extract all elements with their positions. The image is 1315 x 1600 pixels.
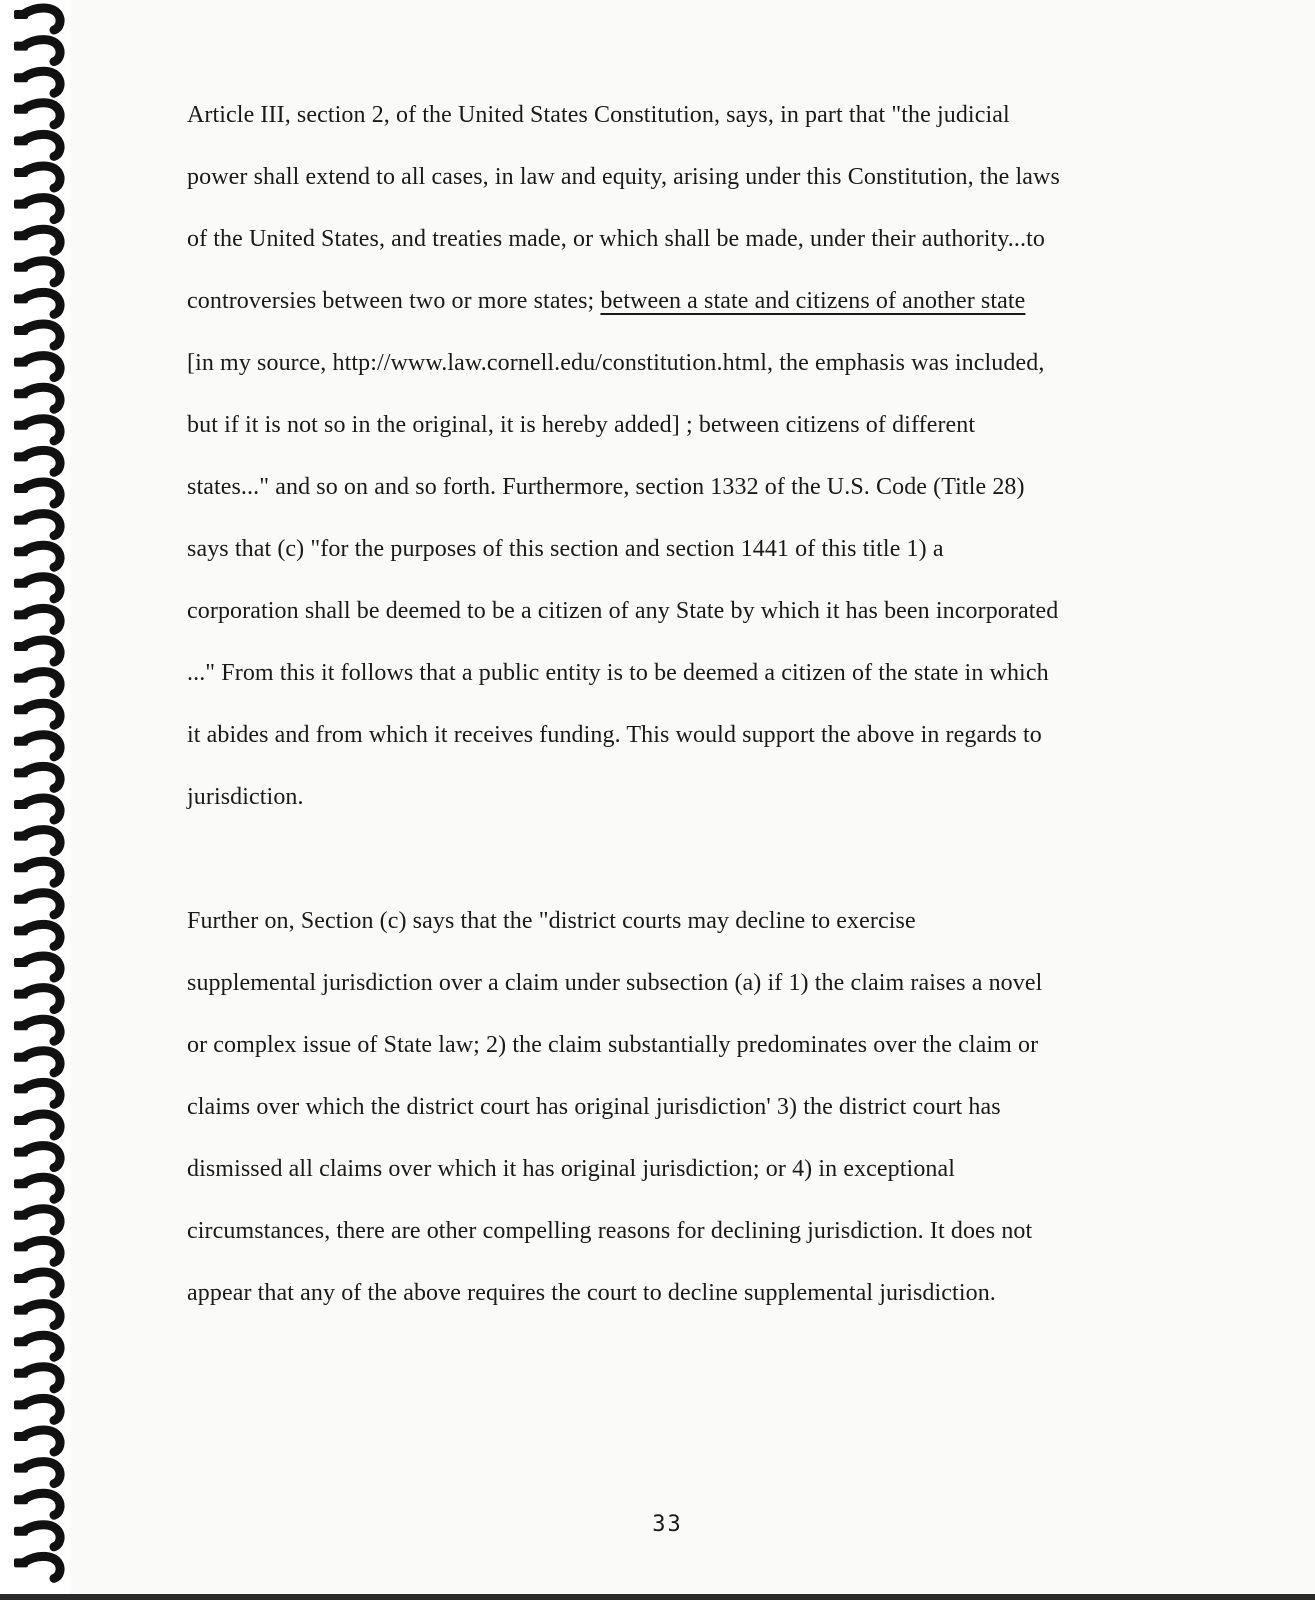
binding-hole [14, 105, 28, 114]
binding-hole [14, 1116, 28, 1125]
binding-hole [14, 1432, 28, 1441]
text-line: controversies between two or more states; between a state and citizens of another state [187, 288, 1026, 314]
paragraph-supplemental-jurisdiction [187, 890, 1162, 1324]
binding-hole [14, 895, 28, 904]
binding-hole [14, 168, 28, 177]
page-number: 33 [652, 1512, 683, 1537]
emphasized-clause: between a state and citizens of another state [600, 288, 1026, 314]
binding-hole [14, 547, 28, 556]
binding-hole [14, 484, 28, 493]
binding-hole [14, 958, 28, 967]
binding-hole [14, 1179, 28, 1188]
binding-hole [14, 1211, 28, 1220]
binding-hole [14, 1084, 28, 1093]
binding-hole [14, 231, 28, 240]
text-line: it abides and from which it receives funding. This would support the above in regards to [187, 722, 1042, 748]
binding-hole [14, 1053, 28, 1062]
binding-hole [14, 389, 28, 398]
binding-hole [14, 674, 28, 683]
binding-hole [14, 1021, 28, 1030]
binding-hole [14, 1369, 28, 1378]
paragraph-constitution [187, 84, 1162, 828]
text-line: supplemental jurisdiction over a claim under subsection (a) if 1) the claim raises a novel [187, 970, 1043, 996]
binding-hole [14, 263, 28, 272]
binding-hole [14, 1558, 28, 1567]
text-line: power shall extend to all cases, in law and equity, arising under this Constitution, the laws [187, 164, 1060, 190]
binding-hole [14, 516, 28, 525]
binding-hole [14, 358, 28, 367]
spiral-binding [0, 0, 70, 1600]
binding-hole [14, 1148, 28, 1157]
text-line: of the United States, and treaties made, or which shall be made, under their authority...to [187, 226, 1045, 252]
text-line: appear that any of the above requires the court to decline supplemental jurisdiction. [187, 1280, 996, 1306]
binding-hole [14, 1337, 28, 1346]
binding-hole [14, 642, 28, 651]
text-line: circumstances, there are other compelling reasons for declining jurisdiction. It does not [187, 1218, 1033, 1244]
binding-hole [14, 42, 28, 51]
text-line: Further on, Section (c) says that the "district courts may decline to exercise [187, 908, 916, 934]
binding-hole [14, 326, 28, 335]
binding-hole [14, 863, 28, 872]
text-line: states..." and so on and so forth. Furthermore, section 1332 of the U.S. Code (Title 28) [187, 474, 1025, 500]
text-line: or complex issue of State law; 2) the claim substantially predominates over the claim or [187, 1032, 1039, 1058]
text-line: ..." From this it follows that a public entity is to be deemed a citizen of the state in which [187, 660, 1049, 686]
binding-hole [14, 768, 28, 777]
page-bottom-edge [0, 1594, 1315, 1600]
text-line: dismissed all claims over which it has original jurisdiction; or 4) in exceptional [187, 1156, 956, 1182]
binding-hole [14, 452, 28, 461]
text-line: [in my source, http://www.law.cornell.edu/constitution.html, the emphasis was included, [187, 350, 1045, 376]
binding-hole [14, 990, 28, 999]
text-line: corporation shall be deemed to be a citizen of any State by which it has been incorporated [187, 598, 1059, 624]
text-line: Article III, section 2, of the United States Constitution, says, in part that "the judicial [187, 102, 1010, 128]
binding-hole [14, 610, 28, 619]
binding-hole [14, 200, 28, 209]
binding-hole [14, 1400, 28, 1409]
binding-hole [14, 832, 28, 841]
binding-hole [14, 1464, 28, 1473]
binding-hole [14, 73, 28, 82]
binding-hole [14, 1274, 28, 1283]
text-line: claims over which the district court has original jurisdiction' 3) the district court has [187, 1094, 1001, 1120]
binding-hole [14, 1495, 28, 1504]
binding-hole [14, 926, 28, 935]
binding-hole [14, 1306, 28, 1315]
text-line: says that (c) "for the purposes of this section and section 1441 of this title 1) a [187, 536, 944, 562]
binding-hole [14, 10, 28, 19]
binding-hole [14, 705, 28, 714]
binding-hole [14, 737, 28, 746]
binding-hole [14, 800, 28, 809]
binding-hole [14, 1242, 28, 1251]
binding-hole [14, 579, 28, 588]
binding-hole [14, 294, 28, 303]
binding-hole [14, 136, 28, 145]
binding-hole [14, 421, 28, 430]
text-line: jurisdiction. [187, 784, 304, 810]
text-line: but if it is not so in the original, it is hereby added] ; between citizens of different [187, 412, 976, 438]
